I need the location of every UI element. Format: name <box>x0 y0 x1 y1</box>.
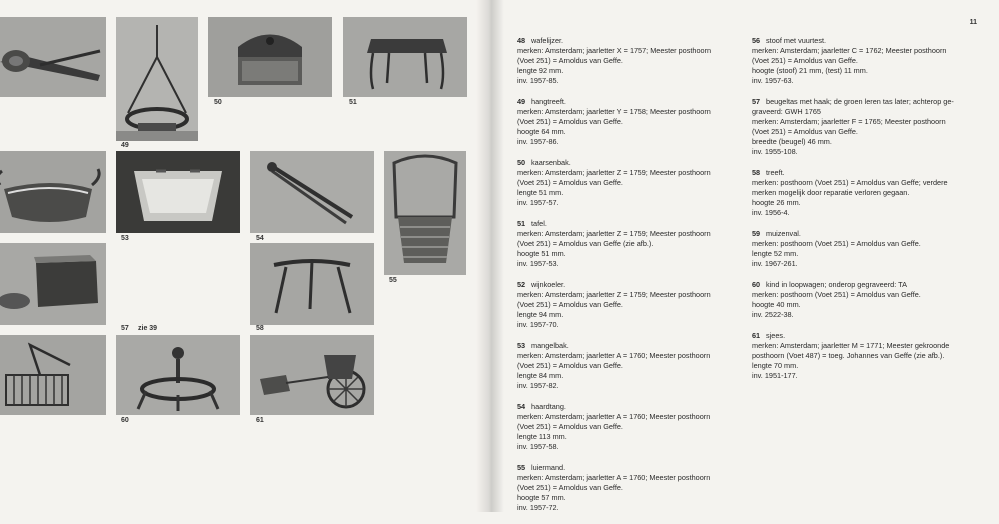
entry-number: 53 <box>517 341 526 351</box>
entry-detail-line: hoogte 51 mm. <box>517 248 566 258</box>
entry-detail-line: merken: Amsterdam; jaarletter Z = 1759; Meester posthoorn <box>517 229 711 238</box>
entry-detail-line: inv. 2522-38. <box>752 309 794 319</box>
catalogue-entry <box>517 402 742 452</box>
entry-title: haardtang. <box>531 402 566 412</box>
entry-number: 51 <box>517 219 526 229</box>
entry-detail-line: inv. 1967-261. <box>752 258 798 268</box>
entry-heading <box>752 36 980 46</box>
entry-heading <box>517 97 742 107</box>
entry-detail-line: inv. 1957-70. <box>517 319 559 329</box>
entry-detail-line: hoogte 57 mm. <box>517 492 566 502</box>
entry-detail-line: lengte 51 mm. <box>517 187 564 197</box>
catalogue-entry <box>517 158 742 208</box>
entry-detail-line: inv. 1957-58. <box>517 441 559 451</box>
entry-detail-line: merken mogelijk door reparatie verloren gegaan. <box>752 187 910 197</box>
figure-caption: 57 <box>121 325 129 332</box>
entry-detail-line: lengte 94 mm. <box>517 309 564 319</box>
catalogue-entry <box>517 341 742 391</box>
catalogue-entry <box>752 229 980 269</box>
entry-title: kind in loopwagen; onderop gegraveerd: TA <box>766 280 907 290</box>
entry-detail-line: hoogte 64 mm. <box>517 126 566 136</box>
catalogue-entry <box>517 219 742 269</box>
entry-number: 61 <box>752 331 761 341</box>
entry-title: mangelbak. <box>531 341 569 351</box>
entry-detail-line: merken: Amsterdam; jaarletter C = 1762; Meester posthoorn <box>752 45 947 55</box>
entry-number: 48 <box>517 36 526 45</box>
figure-caption: 55 <box>389 277 397 284</box>
entry-heading <box>517 280 742 290</box>
entry-detail-line: merken: Amsterdam; jaarletter A = 1760; Meester posthoorn <box>517 473 711 483</box>
entry-number: 60 <box>752 280 761 290</box>
entry-detail-line: merken: posthoorn (Voet 251) = Arnoldus van Geffe. <box>752 238 921 248</box>
entry-detail-line: merken: Amsterdam; jaarletter X = 1757; Meester posthoorn <box>517 45 712 55</box>
figure-caption: 50 <box>214 99 222 106</box>
entry-number: 55 <box>517 463 526 473</box>
entry-detail-line: hoogte 26 mm. <box>752 197 801 207</box>
entry-detail-line: lengte 84 mm. <box>517 370 564 380</box>
entry-title: hangtreeft. <box>531 97 566 107</box>
entry-detail-line: merken: Amsterdam; jaarletter A = 1760; Meester posthoorn <box>517 351 711 361</box>
entry-detail-line: inv. 1957-57. <box>517 197 559 207</box>
catalogue-entry <box>752 97 980 156</box>
entry-detail-line: merken: Amsterdam; jaarletter F = 1765; Meester posthoorn <box>752 116 946 126</box>
entry-detail-line: lengte 92 mm. <box>517 65 564 75</box>
photo-wafelijzer <box>0 17 106 97</box>
entry-detail-line: inv. 1951-177. <box>752 370 798 380</box>
catalogue-column-left <box>517 36 742 524</box>
entry-detail-line: inv. 1957-53. <box>517 258 559 268</box>
photo-wijnkoeler <box>0 151 106 233</box>
figure-caption: 51 <box>349 99 357 106</box>
entry-number: 59 <box>752 229 761 238</box>
entry-detail-line: (Voet 251) = Arnoldus van Geffe. <box>517 299 623 309</box>
photo-hangtreeft <box>116 17 198 141</box>
entry-detail-line: merken: Amsterdam; jaarletter M = 1771; Meester gekroonde <box>752 341 950 351</box>
entry-number: 49 <box>517 97 526 107</box>
entry-detail-line: inv. 1956-4. <box>752 207 790 217</box>
photo-muizenval <box>0 335 106 415</box>
entry-detail-line: (Voet 251) = Arnoldus van Geffe (zie afb.). <box>517 238 654 248</box>
catalogue-entry <box>517 463 742 513</box>
entry-detail-line: (Voet 251) = Arnoldus van Geffe. <box>517 422 623 431</box>
entry-detail-line: inv. 1957-63. <box>752 75 794 85</box>
entry-detail-line: lengte 52 mm. <box>752 248 799 258</box>
entry-detail-line: lengte 70 mm. <box>752 360 799 370</box>
photo-tafel <box>343 17 467 97</box>
photo-haardtang <box>250 151 374 233</box>
entry-detail-line: merken: Amsterdam; jaarletter Z = 1759; Meester posthoorn <box>517 167 711 177</box>
entry-title: luiermand. <box>531 463 566 473</box>
catalogue-entry <box>752 168 980 218</box>
photo-luiermand <box>384 151 466 275</box>
page-number: 11 <box>969 19 977 26</box>
entry-detail-line: merken: posthoorn (Voet 251) = Arnoldus van Geffe; verdere <box>752 177 948 187</box>
catalogue-entry <box>517 97 742 147</box>
entry-detail-line: (Voet 251) = Arnoldus van Geffe. <box>752 55 858 65</box>
photo-stoof <box>0 243 106 325</box>
entry-detail-line: lengte 113 mm. <box>517 431 567 441</box>
entry-detail-line: (Voet 251) = Arnoldus van Geffe. <box>517 55 623 65</box>
entry-heading <box>517 219 742 229</box>
entry-detail-line: merken: Amsterdam; jaarletter A = 1760; Meester posthoorn <box>517 412 711 422</box>
entry-detail-line: merken: posthoorn (Voet 251) = Arnoldus van Geffe. <box>752 290 921 300</box>
entry-detail-line: posthoorn (Voet 487) = toeg. Johannes van Geffe (zie afb.). <box>752 351 945 361</box>
entry-detail-line: hoogte 40 mm. <box>752 299 801 309</box>
entry-detail-line: (Voet 251) = Arnoldus van Geffe. <box>517 483 623 493</box>
entry-detail-line: inv. 1957-85. <box>517 75 559 85</box>
catalogue-entry <box>752 36 980 86</box>
entry-number: 54 <box>517 402 526 412</box>
photo-sjees <box>250 335 374 415</box>
entry-title: beugeltas met haak; de groen leren tas later; achterop ge- <box>766 97 954 107</box>
entry-heading <box>752 168 980 178</box>
entry-heading <box>517 341 742 351</box>
figure-caption: zie 39 <box>138 325 158 332</box>
figure-caption: 53 <box>121 235 129 242</box>
entry-detail-line: breedte (beugel) 46 mm. <box>752 136 832 146</box>
figure-caption: 61 <box>256 417 264 424</box>
entry-detail-line: hoogte (stoof) 21 mm, (test) 11 mm. <box>752 65 868 75</box>
catalogue-entry <box>752 280 980 320</box>
entry-title: stoof met vuurtest. <box>766 36 827 45</box>
catalogue-column-right <box>752 36 980 392</box>
entry-title: muizenval. <box>766 229 801 238</box>
figure-caption: 60 <box>121 417 129 424</box>
book-gutter <box>476 0 504 512</box>
figure-caption: 58 <box>256 325 264 332</box>
entry-heading <box>517 158 742 168</box>
entry-heading <box>752 97 980 107</box>
entry-number: 58 <box>752 167 761 177</box>
entry-detail-line: merken: Amsterdam; jaarletter Z = 1759; Meester posthoorn <box>517 290 711 300</box>
figure-caption: 54 <box>256 235 264 242</box>
entry-detail-line: (Voet 251) = Arnoldus van Geffe. <box>517 177 623 187</box>
entry-title: kaarsenbak. <box>531 158 571 168</box>
entry-heading <box>752 331 980 341</box>
entry-number: 57 <box>752 97 761 107</box>
entry-heading <box>517 36 742 46</box>
entry-detail-line: (Voet 251) = Arnoldus van Geffe. <box>752 126 858 136</box>
photo-treeft <box>250 243 374 325</box>
entry-number: 56 <box>752 36 761 45</box>
entry-title: wijnkoeler. <box>531 280 566 290</box>
entry-heading <box>752 280 980 290</box>
entry-detail-line: inv. 1955-108. <box>752 146 798 156</box>
entry-detail-line: inv. 1957-82. <box>517 380 559 390</box>
entry-detail-line: inv. 1957-72. <box>517 502 559 512</box>
entry-number: 52 <box>517 280 526 290</box>
catalogue-entry <box>752 331 980 381</box>
catalogue-entry <box>517 280 742 330</box>
entry-title: tafel. <box>531 219 547 229</box>
entry-heading <box>517 463 742 473</box>
entry-detail-line: graveerd: GWH 1765 <box>752 106 821 116</box>
entry-detail-line: inv. 1957-86. <box>517 136 559 146</box>
entry-detail-line: (Voet 251) = Arnoldus van Geffe. <box>517 360 623 370</box>
figure-caption: 49 <box>121 142 129 149</box>
entry-heading <box>752 229 980 239</box>
entry-number: 50 <box>517 158 526 168</box>
photo-mangelbak <box>116 151 240 233</box>
entry-detail-line: merken: Amsterdam; jaarletter Y = 1758; Meester posthoorn <box>517 106 711 116</box>
entry-title: wafelijzer. <box>531 36 564 45</box>
entry-title: treeft. <box>766 167 785 177</box>
entry-title: sjees. <box>766 331 786 341</box>
photo-loopwagen <box>116 335 240 415</box>
entry-heading <box>517 402 742 412</box>
catalogue-entry <box>517 36 742 86</box>
entry-detail-line: (Voet 251) = Arnoldus van Geffe. <box>517 116 623 126</box>
photo-kaarsenbak <box>208 17 332 97</box>
